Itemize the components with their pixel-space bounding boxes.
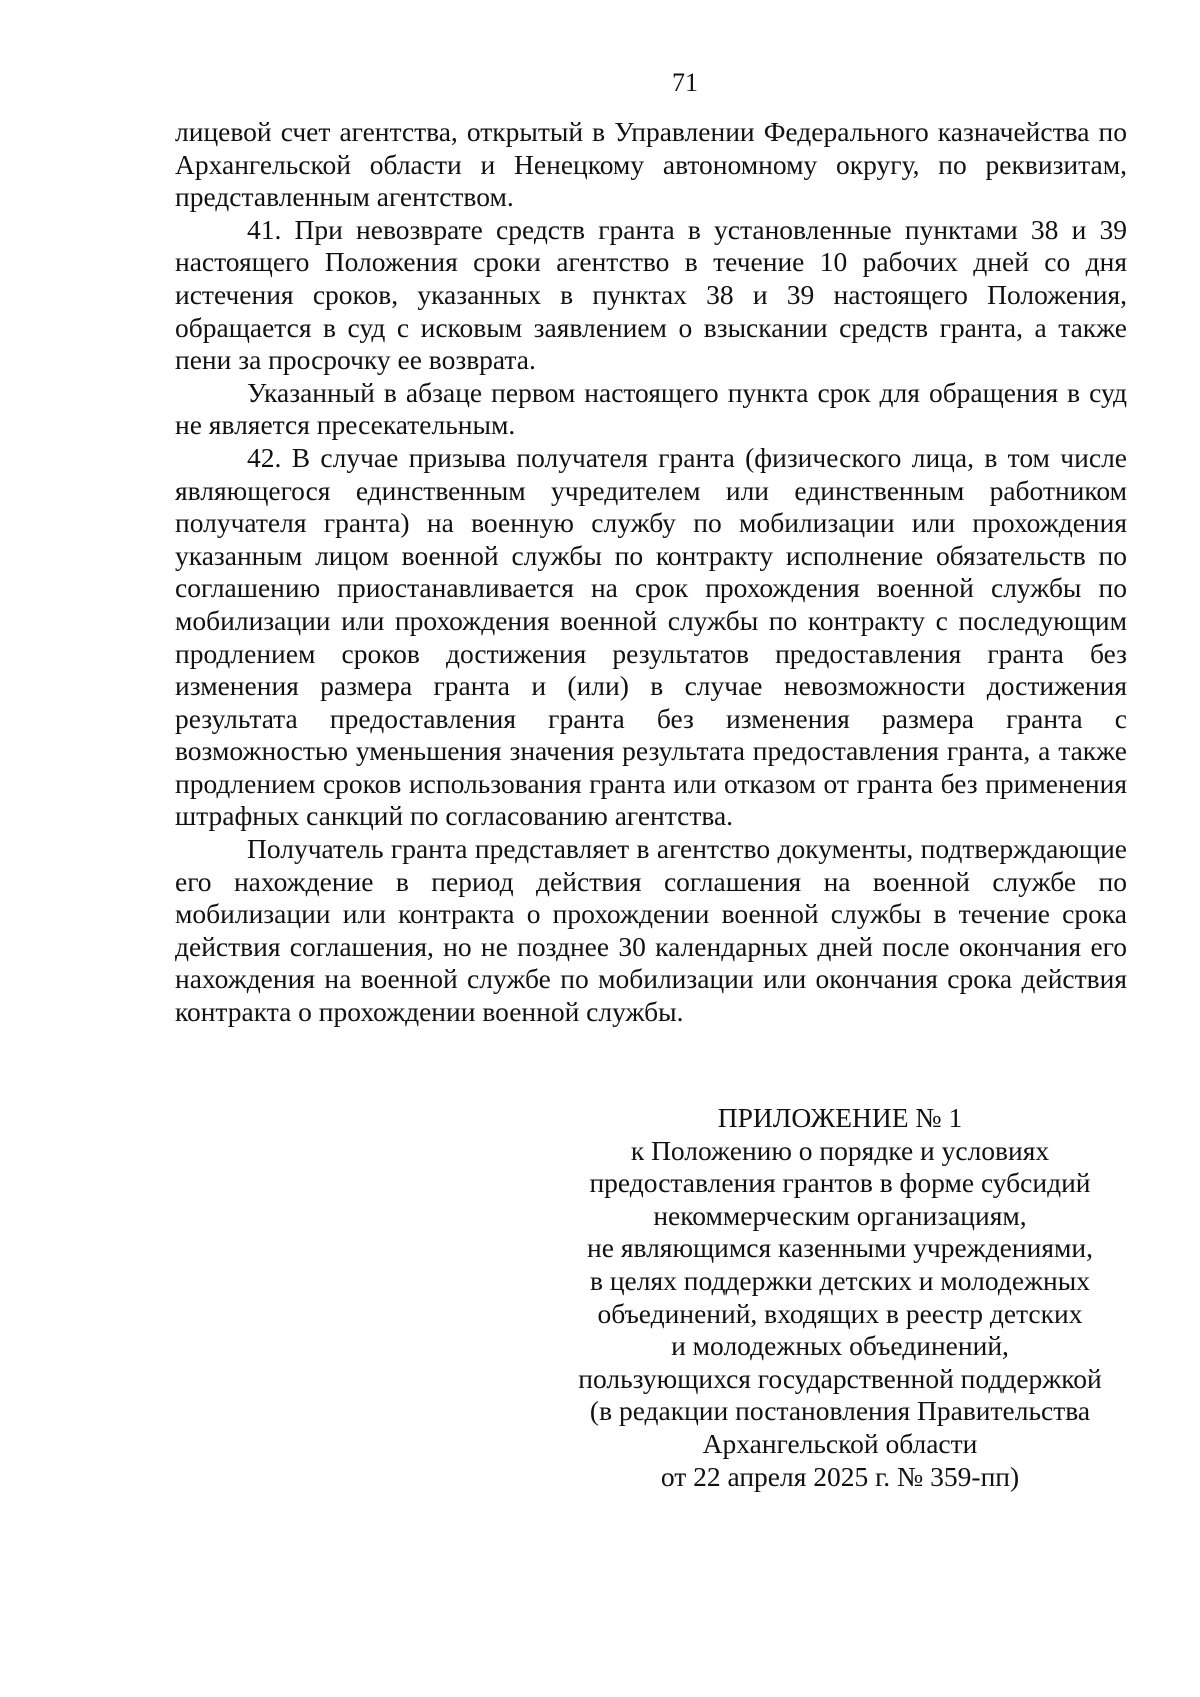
appendix-line: к Положению о порядке и условиях	[630, 1134, 1050, 1166]
appendix-line: пользующихся государственной поддержкой	[578, 1362, 1102, 1394]
appendix-line: объединений, входящих в реестр детских	[597, 1297, 1083, 1329]
paragraph-clause-42-documents: Получатель гранта представляет в агентство документы, подтверждающие его нахождение в период действия соглашения на военной службе по мобилизации или контракта о прохождении военной службы в течение срока действия соглашения, но не позднее 30 календарных дней после окончания его нахождения на военной службе по мобилизации или окончания срока действия контракта о прохождении военной службы.	[175, 833, 1127, 1028]
paragraph-continuation: лицевой счет агентства, открытый в Управлении Федерального казначейства по Архангельской области и Ненецкому автономному округу, по реквизитам, представленным агентством.	[175, 116, 1127, 213]
appendix-line: предоставления грантов в форме субсидий	[589, 1167, 1091, 1199]
appendix-line: не являющимся казенными учреждениями,	[587, 1232, 1093, 1264]
appendix-line: некоммерческим организациям,	[653, 1199, 1027, 1231]
appendix-line: и молодежных объединений,	[671, 1330, 1009, 1362]
appendix-line: в целях поддержки детских и молодежных	[589, 1264, 1090, 1296]
appendix-line: Архангельской области	[702, 1427, 978, 1459]
paragraph-clause-41: 41. При невозврате средств гранта в установленные пунктами 38 и 39 настоящего Положения сроки агентство в течение 10 рабочих дней со дня истечения сроков, указанных в пунктах 38 и 39 настоящего Положения, обращается в суд с исковым заявлением о взыскании средств гранта, а также пени за просрочку ее возврата.	[175, 213, 1127, 376]
appendix-line: от 22 апреля 2025 г. № 359-пп)	[660, 1460, 1020, 1492]
document-body	[175, 116, 1127, 1029]
page-number: 71	[672, 68, 698, 97]
appendix-line: (в редакции постановления Правительства	[589, 1395, 1091, 1427]
paragraph-clause-42: 42. В случае призыва получателя гранта (физического лица, в том числе являющегося единственным учредителем или единственным работником получателя гранта) на военную службу по мобилизации или прохождения указанным лицом военной службы по контракту исполнение обязательств по соглашению приостанавливается на срок прохождения военной службы по мобилизации или прохождения военной службы по контракту с последующим продлением сроков достижения результатов предоставления гранта без изменения размера гранта и (или) в случае невозможности достижения результата предоставления гранта без изменения размера гранта с возможностью уменьшения значения результата предоставления гранта, а также продлением сроков использования гранта или отказом от гранта без применения штрафных санкций по согласованию агентства.	[175, 441, 1127, 832]
paragraph-clause-41-note: Указанный в абзаце первом настоящего пункта срок для обращения в суд не является пресекательным.	[175, 376, 1127, 441]
appendix-title: ПРИЛОЖЕНИЕ № 1	[717, 1102, 963, 1133]
appendix-header	[560, 1102, 1120, 1493]
